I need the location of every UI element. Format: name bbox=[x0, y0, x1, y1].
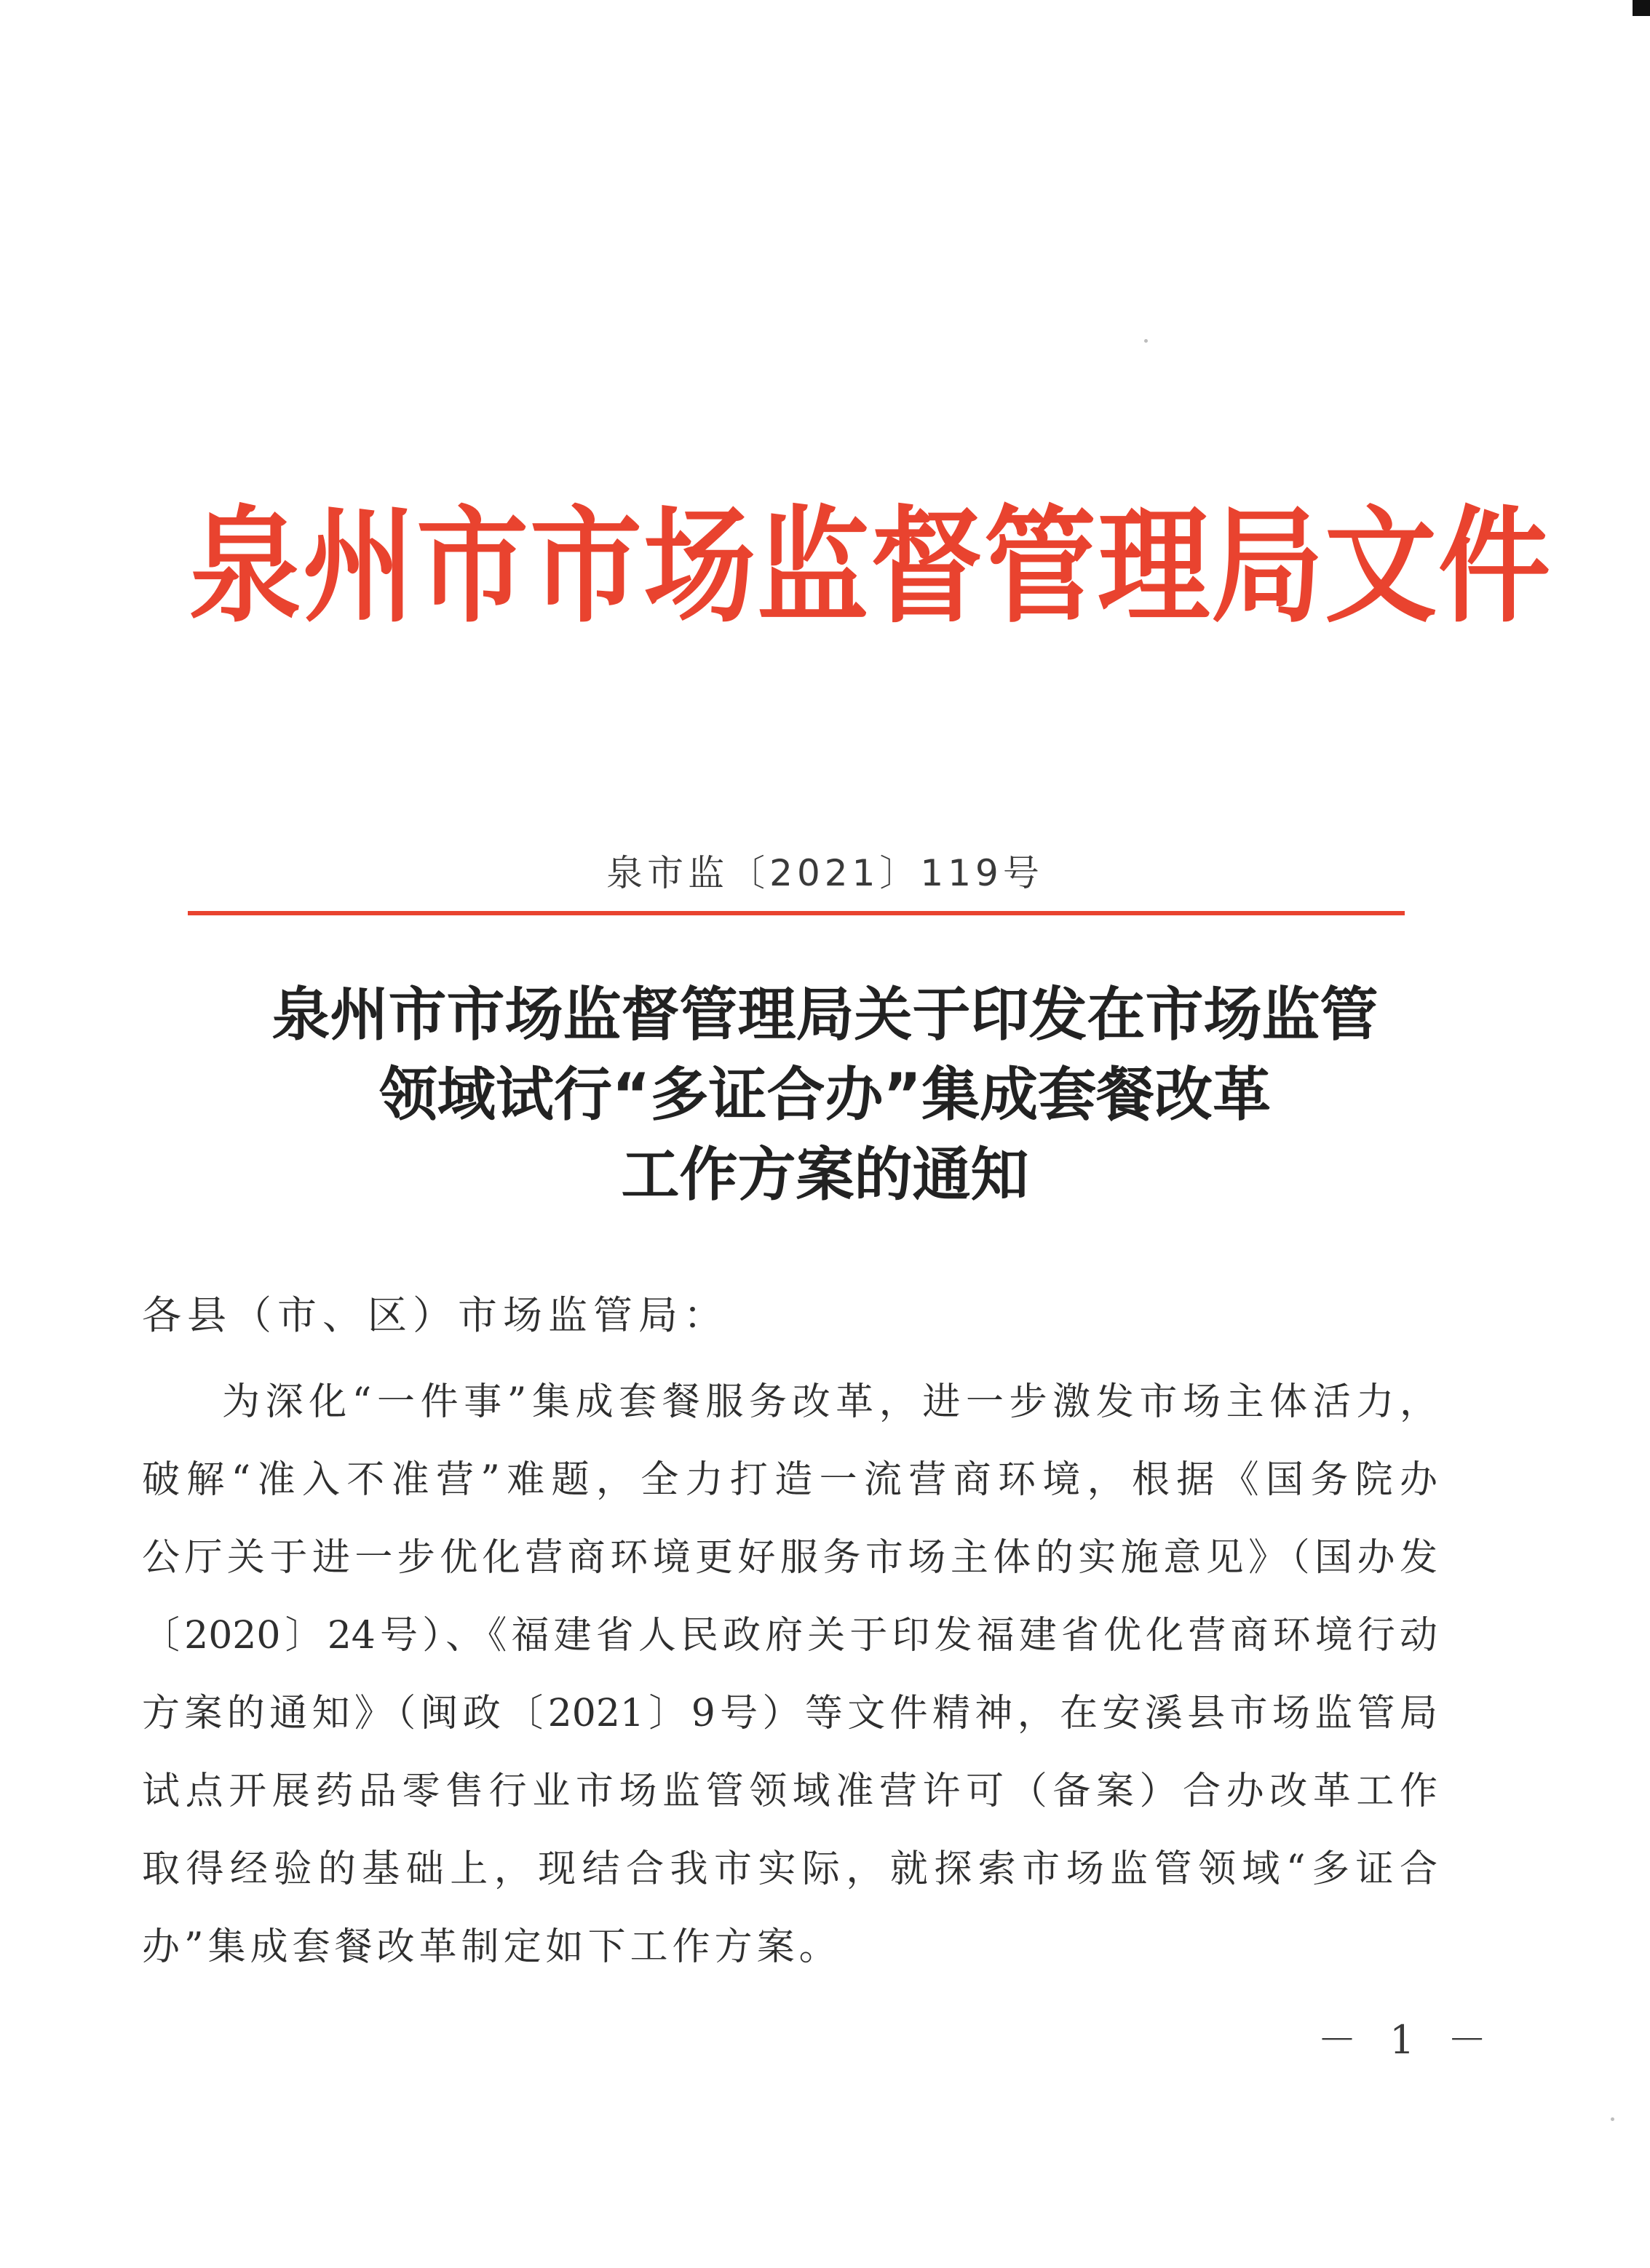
body-line: 为深化“一件事”集成套餐服务改革，进一步激发市场主体活力， bbox=[222, 1380, 1437, 1424]
body-paragraph bbox=[142, 1364, 1437, 1986]
scan-speck bbox=[1611, 2117, 1614, 2121]
document-number: 泉市监〔2021〕119号 bbox=[606, 852, 1044, 894]
title-line-3: 工作方案的通知 bbox=[621, 1141, 1029, 1209]
page-number: － 1 － bbox=[1317, 2017, 1497, 2063]
body-line: 公厅关于进一步优化营商环境更好服务市场主体的实施意见》（国办发 bbox=[142, 1536, 1437, 1580]
body-line: 试点开展药品零售行业市场监管领域准营许可（备案）合办改革工作 bbox=[142, 1770, 1437, 1813]
body-line: 方案的通知》（闽政〔2021〕9号）等文件精神，在安溪县市场监管局 bbox=[142, 1692, 1437, 1735]
title-line-2: 领域试行“多证合办”集成套餐改革 bbox=[378, 1061, 1272, 1129]
body-line: 破解“准入不准营”难题，全力打造一流营商环境，根据《国务院办 bbox=[142, 1458, 1437, 1502]
body-line: 办”集成套餐改革制定如下工作方案。 bbox=[142, 1925, 841, 1969]
org-header-title: 泉州市市场监督管理局文件 bbox=[189, 494, 1552, 640]
salutation: 各县（市、区）市场监管局： bbox=[142, 1292, 729, 1338]
scan-corner-mark bbox=[1633, 0, 1650, 16]
document-title bbox=[131, 975, 1519, 1215]
title-line-1: 泉州市市场监督管理局关于印发在市场监管 bbox=[271, 981, 1379, 1049]
body-line: 取得经验的基础上，现结合我市实际，就探索市场监管领域“多证合 bbox=[142, 1847, 1437, 1891]
body-line: 〔2020〕24号）、《福建省人民政府关于印发福建省优化营商环境行动 bbox=[142, 1614, 1437, 1658]
scan-speck bbox=[1144, 339, 1148, 343]
red-divider-line bbox=[188, 911, 1405, 915]
